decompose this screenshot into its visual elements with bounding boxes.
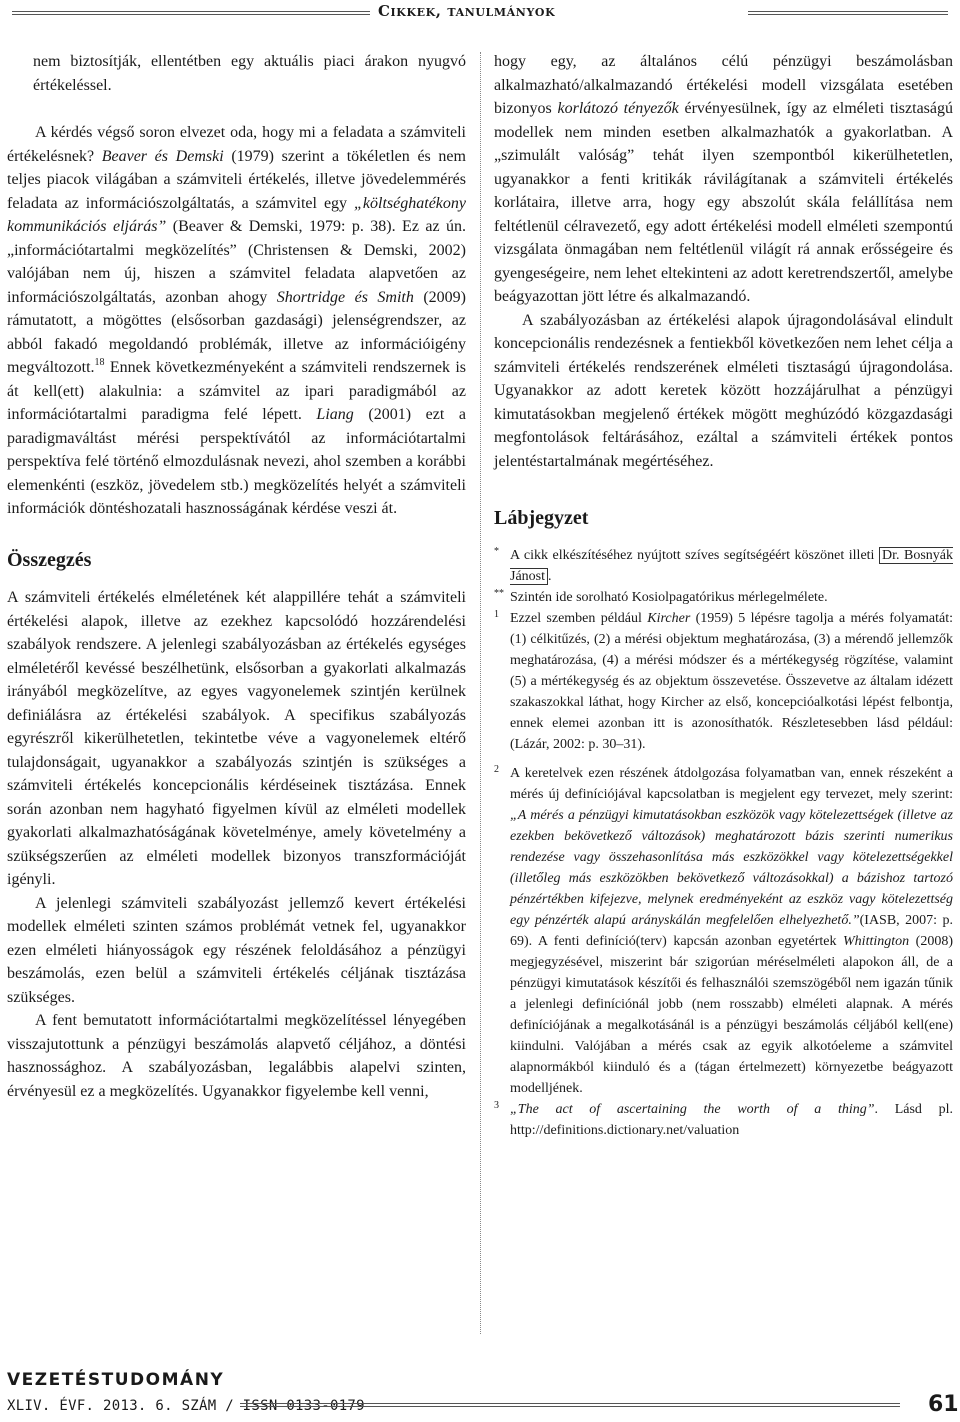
header-rule-right <box>748 11 948 15</box>
section-heading: Összegzés <box>7 548 92 571</box>
citation: Shortridge és Smith <box>276 288 414 306</box>
summary-paragraph-1: A számviteli értékelés elméletének két alappillére tehát a számviteli értékelési alapok, illetve az ezekhez kapcsolódó hozzárendelési szabályok rendszere. A jelenlegi szabályozásban az értékelés egységes elméletéről kevéssé beszélhetünk, elsősorban a gyakorlati alkalmazás irányából megközelítve, az egyes vagyonelemek szintjén kerülnek definiálásra az értékelési szabályok. A specifikus szabályozás egyrészről kikerülhetetlen, tekintetbe véve a vagyonelemek eltérő tulajdonságait, ugyanakkor a szabályozás szintjén is szükséges a számviteli értékelés koncepcionális kérdéseinek tisztázása. Ennek során azonban nem hagyható figyelmen kívül az elméleti modellek gyakorlati alkalmazhatóságának követelménye, amely követelmény a szükségszerűen az elméleti modellek bizonyos transzformációját igényli. <box>7 589 466 888</box>
summary-paragraph-3: A fent bemutatott információtartalmi megközelítéssel lényegében visszajutottunk a pénzügyi beszámolás alapvető céljához, a döntési hasznossághoz. A szabályozásban, legalábbis alapelvi szinten, érvényesül ez a megközelítés. Ugyanakkor figyelembe kell venni, <box>7 1012 466 1100</box>
citation: Beaver és Demski <box>101 147 224 165</box>
footnote-2: 2 A keretelvek ezen részének átdolgozása folyamatban van, ennek részeként a mérés új definíciójával kapcsolatban is megjelent egy tervezet, mely szerint: „A mérés a pénzügyi kimutatásokban eszközök vagy kötelezettségek (illetve az ezekben bekövetkező változások) meghatározott bázis szerinti numerikus rendezése vagy összehasonlítása más eszközökkel vagy kötelezettségekkel (illetőleg más eszközökben bekövetkező változásokkal) a bázishoz tartozó pénzértékben kifejezve, melynek eredményeként az eszköz vagy kötelezettség egy pénzérték alapú arányskálán megfelelően elhelyezhető.”(IASB, 2007: p. 69). A fenti definíció(terv) kapcsán azonban egyetértek Whittington (2008) megjegyzésével, miszerint bár szigorúan méréselméleti alapokon áll, de a pénzügyi kimutatások készítői és felhasználói szemszögéből nem igazán tűnik a jelenlegi definíciónál jobb (nem rosszabb) elméleti alapnak. A mérés definíciójának a megalkotásánál is a pénzügyi beszámolás céljából kell(ene) kiindulni. Valójában a mérés csak az egyik alkotóeleme a számvitel alapnormákból kiinduló és a (tágan értelmezett) környezetbe beágyazott modelljének. <box>494 763 954 1096</box>
paragraph-continuation: hogy egy, az általános célú pénzügyi beszámolásban alkalmazható/alkalmazandó értékelési modell vizsgálata esetében bizonyos korlátozó tényezők érvényesülnek, így az elméleti tisztaságú modellek nem minden esetben alkalmazhatók a gyakorlatban. A „szimulált valóság” tehát ilyen szempontból kikerülhetetlen, ugyanakkor a fenti kritikák rávilágítanak a számviteli értékelés korlátaira, illetve arra, hogy egy abszolút skála felállítása nem feltétlenül célravezető, egy adott értékelési modell elméleti szempontú vizsgálata önmagában nem feltétlenül világít rá annak erősségeire és gyengeségeire, nem lehet eltekinteni az adott keretrendszertől, amelybe beágyazottan jött létre és alkalmazandó. <box>494 53 954 305</box>
journal-name: VEZETÉSTUDOMÁNY <box>7 1370 225 1390</box>
left-column <box>7 50 466 1103</box>
footer-rule <box>240 1403 900 1407</box>
footnote-3: 3 „The act of ascertaining the worth of a thing”. Lásd pl. http://definitions.dictionary.net/valuation <box>494 1099 953 1138</box>
footnote-1: 1 Ezzel szemben például Kircher (1959) 5 lépésre tagolja a mérés folyamatát: (1) célkitűzés, (2) a mérési objektum meghatározása, (3) a mérendő jellemzők meghatározása, (4) a mérési módszer és a mértékegység rögzítése, valamint (5) a mértékegység és az objektum összevetése. Összevetve az általam idézett szakaszokkal láthat, hogy Kircher az első, koncepcióalkotási lépést felbontja, ennek elemei azonban itt is azonosíthatók. Részletesebben lásd például: (Lázár, 2002: p. 30–31). <box>494 608 953 752</box>
paragraph-body: A szabályozásban az értékelési alapok újragondolásával elindult koncepcionális rendezésnek a fentiekből következően nem lehet célja a számviteli értékelés rendszerének elméleti tisztaságú újragondolása. Ugyanakkor az adott keretek között hozzájárulhat a pénzügyi kimutatásokban megjelenő értékek mögött meghúzódó közgazdasági megfontolások feltárásához, ezáltal a számviteli értékek pontos jelentéstartalmának megértéséhez. <box>494 311 953 470</box>
paragraph-continuation: nem biztosítják, ellentétben egy aktuális piaci árakon nyugvó értékeléssel. <box>33 53 466 94</box>
right-column <box>494 50 953 1141</box>
paragraph-body: A kérdés végső soron elvezet oda, hogy mi a feladata a számviteli értékelésnek? Beaver és Demski (1979) szerint a tökéletlen és nem teljes piacok világában a számviteli értékelés, illetve jövedelemmérés feladata az információszolgáltatás, a számvitel egy „költséghatékony kommunikációs eljárás” (Beaver & Demski, 1979: p. 38). Ez az ún. „információtartalmi megközelítés” (Christensen & Demski, 2002) valójában nem új, hiszen a számvitel feladata alapvetően az információszolgáltatás, azonban ahogy Shortridge és Smith (2009) rámutatott, a mögöttes (elsősorban gazdasági) jelenségrendszer, az abból fakadó megoldandó problémák, illetve az információigény megváltozott.$^{18}$ Ennek következményeként a számviteli rendszernek is át kell(ett) alakulnia: a számvitel az ipari paradigmából az információtartalmi paradigma felé lépett. Liang (2001) ezt a paradigmaváltást mérési perspektívától az információtartalmi perspektíva felé történő elmozdulásnak nevezi, ahol szemben a korábbi elemenkénti (eszköz, jövedelem stb.) megközelítés helyét a számviteli információk döntéshozatali hasznosságának kérdése veszi át. <box>7 124 467 517</box>
footnote-double-star: ** Szintén ide sorolható Kosiolpagatórikus mérlegelmélete. <box>494 587 828 605</box>
header-rule-left <box>12 11 370 15</box>
emphasis: korlátozó tényezők <box>557 100 679 117</box>
issue-info: XLIV. ÉVF. 2013. 6. SZÁM / ISSN 0133-0179 <box>7 1398 365 1414</box>
emphasis: „költséghatékony kommunikációs eljárás” <box>7 194 466 235</box>
footnotes-heading: Lábjegyzet <box>494 507 589 529</box>
footnote-star: * A cikk elkészítéséhez nyújtott szíves segítségéért köszönet illeti Dr. Bosnyák Jánost . <box>494 545 953 584</box>
acknowledged-name: Dr. Bosnyák Jánost <box>510 547 953 584</box>
summary-paragraph-2: A jelenlegi számviteli szabályozást jellemző kevert értékelési modellek elméleti szinten számos problémát vetnek fel, ugyanakkor ezen elméleti hiányosságok egy részének feloldásához a pénzügyi beszámolás, ezen belül a számviteli értékelés céljának tisztázása szükséges. <box>7 894 466 1006</box>
column-divider <box>480 52 481 1334</box>
section-title: Cikkek, tanulmányok <box>378 2 556 20</box>
running-header <box>0 2 960 24</box>
page-number: 61 <box>928 1392 959 1417</box>
citation: Liang <box>316 406 354 423</box>
footnote-ref: 18 <box>94 357 105 368</box>
